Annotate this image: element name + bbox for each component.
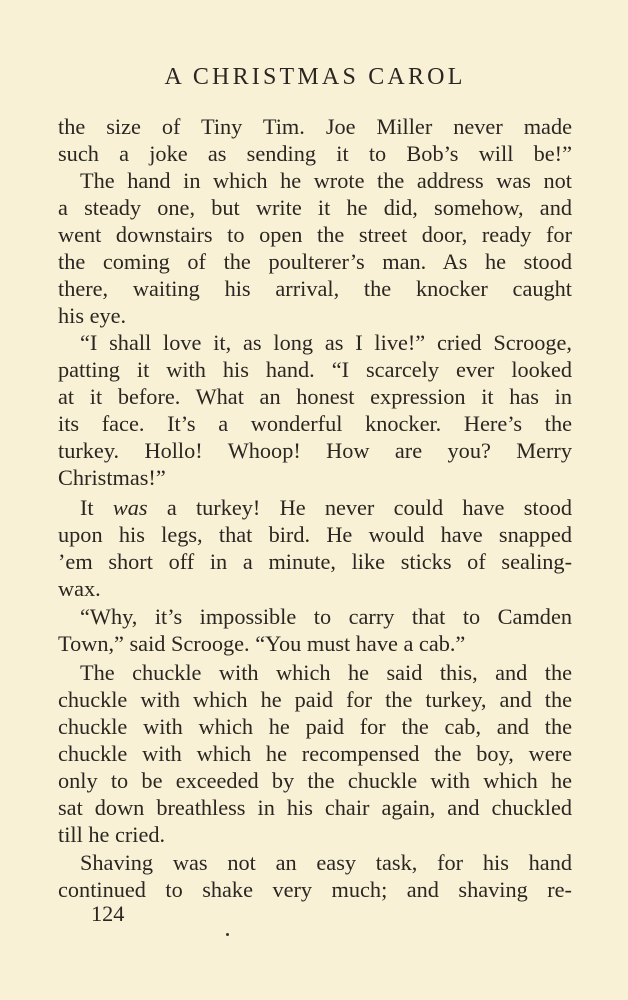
text-line: such a joke as sending it to Bob’s will be!”	[58, 141, 572, 166]
text-line: chuckle with which he recompensed the boy, were	[58, 741, 572, 766]
text-line: upon his legs, that bird. He would have snapped	[58, 522, 572, 547]
text-line: “I shall love it, as long as I live!” cried Scrooge,	[80, 330, 572, 355]
page-number: 124	[91, 901, 125, 926]
text-line: its face. It’s a wonderful knocker. Here’s the	[58, 411, 572, 436]
text-line: chuckle with which he paid for the cab, and the	[58, 714, 572, 739]
text-line: Christmas!”	[58, 465, 166, 490]
text-line: went downstairs to open the street door, ready for	[58, 222, 572, 247]
text-line: there, waiting his arrival, the knocker caught	[58, 276, 572, 301]
text-line: The chuckle with which he said this, and the	[80, 660, 572, 685]
text-line: continued to shake very much; and shaving re-	[58, 877, 572, 902]
italic-line-rest: a turkey! He never could have stood	[166, 495, 572, 520]
text-line: chuckle with which he paid for the turkey, and the	[58, 687, 572, 712]
italic-word: was	[112, 495, 148, 520]
text-line: the coming of the poulterer’s man. As he stood	[58, 249, 572, 274]
text-line: a steady one, but write it he did, somehow, and	[58, 195, 572, 220]
text-line: the size of Tiny Tim. Joe Miller never made	[58, 114, 572, 139]
text-line: turkey. Hollo! Whoop! How are you? Merry	[58, 438, 572, 463]
text-line: “Why, it’s impossible to carry that to Camden	[80, 604, 572, 629]
print-mark	[226, 933, 229, 936]
text-line: his eye.	[58, 303, 127, 328]
running-head: A CHRISTMAS CAROL	[164, 64, 466, 90]
text-line: Shaving was not an easy task, for his hand	[80, 850, 572, 875]
text-line: ’em short off in a minute, like sticks of sealing-	[58, 549, 572, 574]
text-line: only to be exceeded by the chuckle with which he	[58, 768, 572, 793]
text-line: The hand in which he wrote the address was not	[80, 168, 572, 193]
text-line: sat down breathless in his chair again, and chuckled	[58, 795, 572, 820]
text-line: at it before. What an honest expression it has in	[58, 384, 572, 409]
italic-lead: It	[80, 495, 94, 520]
text-line: wax.	[58, 576, 101, 601]
text-line: patting it with his hand. “I scarcely ever looked	[58, 357, 572, 382]
text-line: Town,” said Scrooge. “You must have a cab.”	[58, 631, 466, 656]
text-line: till he cried.	[58, 822, 166, 847]
text-line-italic-start	[80, 494, 572, 521]
